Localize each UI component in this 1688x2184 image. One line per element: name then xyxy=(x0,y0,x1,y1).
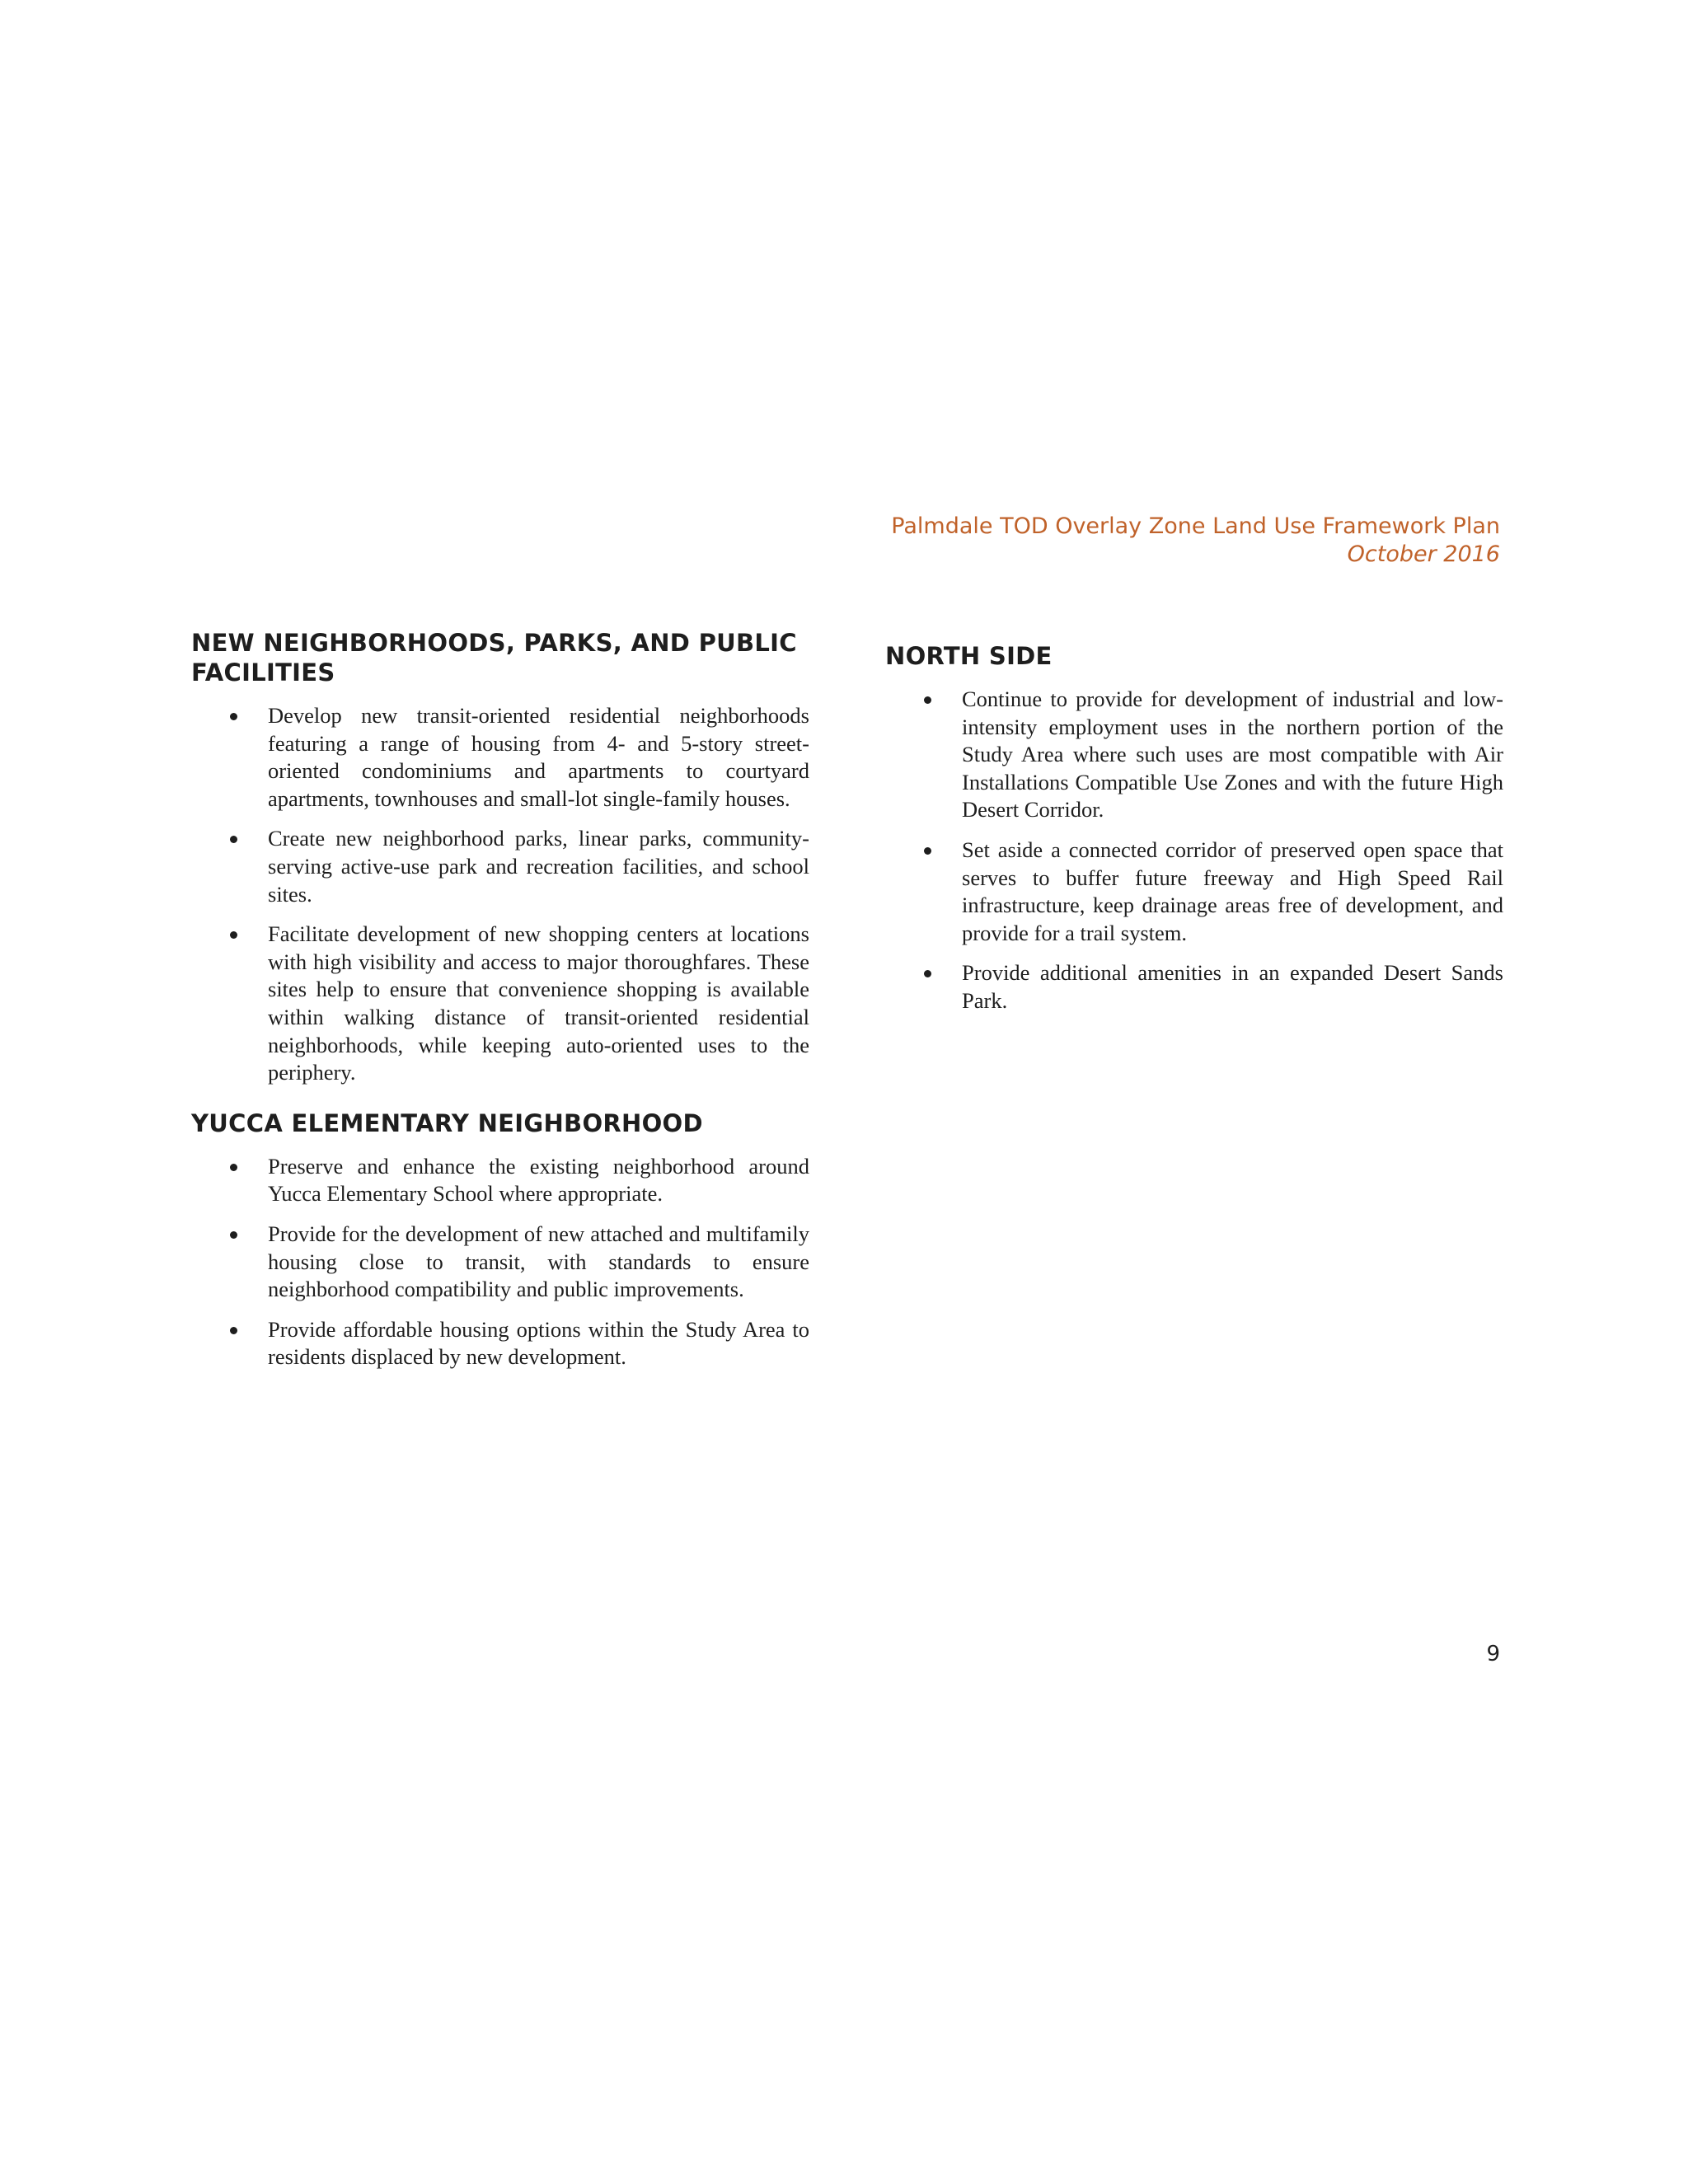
bullet-list-yucca-elementary xyxy=(191,1153,809,1371)
bullet-list-new-neighborhoods xyxy=(191,702,809,1087)
list-item xyxy=(885,837,1503,947)
running-header xyxy=(891,513,1500,569)
list-item xyxy=(191,1153,809,1208)
list-item xyxy=(191,702,809,813)
list-item-text: Provide for the development of new attached and multifamily housing close to transit, with standards to ensure neighborhood compatibility and public improvements. xyxy=(268,1221,809,1302)
list-item-text: Set aside a connected corridor of preserved open space that serves to buffer future freeway and High Speed Rail infrastructure, keep drainage areas free of development, and provide for a trail system. xyxy=(962,837,1503,945)
list-item xyxy=(191,1221,809,1304)
bullet-icon xyxy=(924,847,931,855)
section-heading-new-neighborhoods: NEW NEIGHBORHOODS, PARKS, AND PUBLIC FACILITIES xyxy=(191,629,797,687)
list-item-text: Develop new transit-oriented residential neighborhoods featuring a range of housing from 4- and 5-story street-oriented condominiums and apartments to courtyard apartments, townhouses and small-lot single-family houses. xyxy=(268,703,809,811)
list-item-text: Preserve and enhance the existing neighborhood around Yucca Elementary School where appropriate. xyxy=(268,1153,809,1207)
list-item xyxy=(191,825,809,908)
page-number: 9 xyxy=(1486,1642,1500,1666)
bullet-list-north-side xyxy=(885,686,1503,1015)
bullet-icon xyxy=(230,931,237,939)
document-date: October 2016 xyxy=(1347,541,1500,567)
list-item-text: Provide affordable housing options within the Study Area to residents displaced by new development. xyxy=(268,1316,809,1370)
list-item-text: Facilitate development of new shopping centers at locations with high visibility and access to major thoroughfares. These sites help to ensure that convenience shopping is available within walking distance of transit-oriented residential neighborhoods, while keeping auto-oriented uses to the periphery. xyxy=(268,921,809,1085)
list-item-text: Create new neighborhood parks, linear parks, community-serving active-use park and recreation facilities, and school sites. xyxy=(268,826,809,907)
bullet-icon xyxy=(230,1327,237,1334)
list-item xyxy=(191,1316,809,1371)
list-item xyxy=(885,959,1503,1015)
list-item xyxy=(885,686,1503,824)
left-column xyxy=(191,628,809,1384)
bullet-icon xyxy=(924,696,931,704)
bullet-icon xyxy=(924,970,931,977)
bullet-icon xyxy=(230,1164,237,1171)
bullet-icon xyxy=(230,713,237,720)
bullet-icon xyxy=(230,1231,237,1239)
section-heading-yucca-elementary: YUCCA ELEMENTARY NEIGHBORHOOD xyxy=(191,1108,703,1137)
bullet-icon xyxy=(230,836,237,843)
document-title: Palmdale TOD Overlay Zone Land Use Framework Plan xyxy=(891,513,1500,539)
right-column xyxy=(885,641,1503,1028)
section-heading-north-side: NORTH SIDE xyxy=(885,642,1053,670)
list-item-text: Provide additional amenities in an expanded Desert Sands Park. xyxy=(962,960,1503,1013)
list-item xyxy=(191,921,809,1087)
list-item-text: Continue to provide for development of industrial and low-intensity employment uses in the northern portion of the Study Area where such uses are most compatible with Air Installations Compatible Use Zones and with the future High Desert Corridor. xyxy=(962,687,1503,823)
